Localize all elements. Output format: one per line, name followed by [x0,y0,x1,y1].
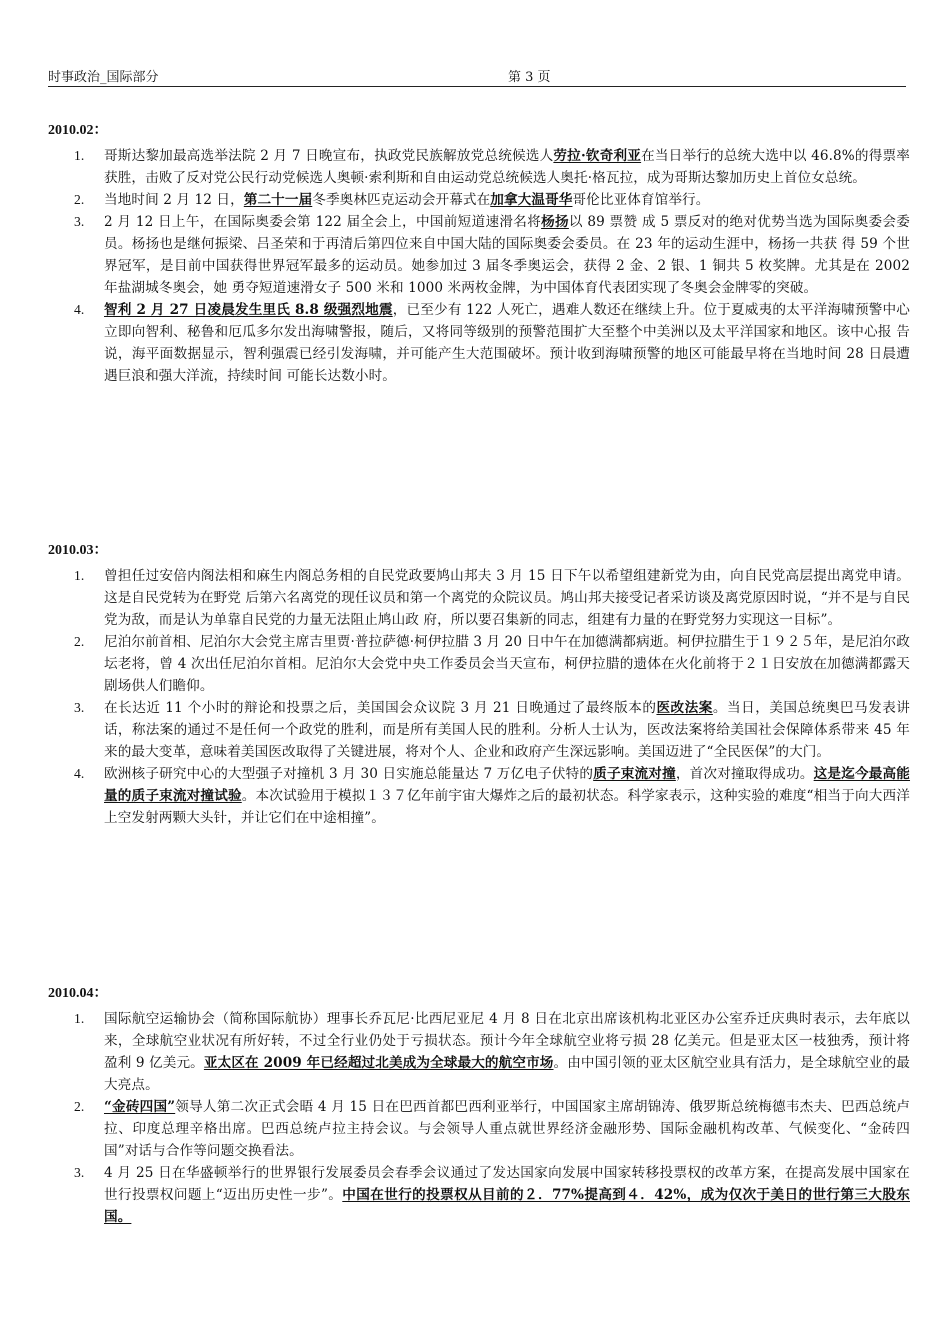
item-list [48,145,910,387]
highlighted-text: 中国在世行的投票权从目前的２．77%提高到４．42%，成为仅次于美日的世行第三大股东国。 [104,1187,910,1225]
item-text: 曾担任过安倍内阁法相和麻生内阁总务相的自民党政要鸠山邦夫 3 月 15 日下午以希望组建新党为由，向自民党高层提出离党申请。这是自民党转为在野党 后第六名离党的现任议员和第一个离党的众院议员。鸠山邦夫接受记者采访谈及离党原因时说，“并不是与自民党为敌，而是认为单靠自民党的力量无法阻止鸠山政 府，所以要召集新的同志，组建有力量的在野党努力实现这一目标”。 [104,568,910,628]
item-list [48,565,910,829]
item-number: 1. [74,1011,85,1026]
highlighted-text: 第二十一届 [243,192,313,208]
item-list [48,1008,910,1228]
item-text: 哥斯达黎加最高选举法院 2 月 7 日晚宣布，执政党民族解放党总统候选人 [104,148,554,164]
list-item [48,763,910,829]
item-number: 1. [74,148,85,163]
highlighted-text: 智利 2 月 27 日凌晨发生里氏 8.8 级强烈地震 [104,302,393,318]
list-item [48,299,910,387]
list-item [48,1162,910,1228]
item-text: 在长达近 11 个小时的辩论和投票之后，美国国会众议院 3 月 21 日晚通过了最终版本的 [104,700,657,716]
item-text: 4 月 25 日在华盛顿举行的世界银行发展委员会春季会议通过了发达国家向发展中国家转移投票权的改革方案，在提高发展中国家在世行投票权问题上“迈出历史性一步”。 [104,1165,910,1203]
list-item [48,565,910,631]
item-text: 。由中国引领的亚太区航空业具有活力，是全球航空业的最大亮点。 [104,1055,910,1093]
highlighted-text: 这是迄今最高能量的质子束流对撞试验 [104,766,911,804]
highlighted-text: 劳拉·钦奇利亚 [553,148,642,164]
item-number: 2. [74,1099,85,1114]
highlighted-text: 质子束流对撞 [593,766,676,782]
list-item [48,189,910,211]
header-title: 时事政治_国际部分 [48,70,159,85]
item-text: ，已至少有 122 人死亡，遇难人数还在继续上升。位于夏威夷的太平洋海啸预警中心立即向智利、秘鲁和厄瓜多尔发出海啸警报，随后，又将同等级别的预警范围扩大至整个中美洲以及太平洋国家和地区。该中心报 告说，海平面数据显示，智利强震已经引发海啸，并可能产生大范围破坏。预计收到海啸预警的地区可能最早将在当地时间 28 日晨遭遇巨浪和强大洋流，持续时间 可能长达数小时。 [104,302,910,384]
item-text: 欧洲核子研究中心的大型强子对撞机 3 月 30 日实施总能量达 7 万亿电子伏特的 [104,766,594,782]
item-text: 在当日举行的总统大选中以 46.8%的得票率获胜，击败了反对党公民行动党候选人奥顿·索利斯和自由运动党总统候选人奥托·格瓦拉，成为哥斯达黎加历史上首位女总统。 [104,148,910,186]
item-text: 2 月 12 日上午，在国际奥委会第 122 届全会上，中国前短道速滑名将 [104,214,542,230]
item-number: 4. [74,766,85,781]
item-number: 3. [74,700,85,715]
item-text: 领导人第二次正式会晤 4 月 15 日在巴西首都巴西利亚举行，中国国家主席胡锦涛、俄罗斯总统梅德韦杰夫、巴西总统卢拉、印度总理辛格出席。巴西总统卢拉主持会议。与会领导人重点就世界经济金融形势、国际金融机构改革、气候变化、“金砖四国”对话与合作等问题交换看法。 [104,1099,910,1159]
list-item [48,211,910,299]
item-text: 国际航空运输协会（简称国际航协）理事长乔瓦尼·比西尼亚尼 4 月 8 日在北京出席该机构北亚区办公室乔迁庆典时表示，去年底以来，全球航空业状况有所好转，不过全行业仍处于亏损状态。预计今年全球航空业将亏损 28 亿美元。但是亚太区一枝独秀，预计将盈利 9 亿美元。 [104,1011,910,1071]
item-number: 3. [74,1165,85,1180]
item-number: 4. [74,302,85,317]
item-number: 2. [74,634,85,649]
list-item [48,1008,910,1096]
page-header [48,66,906,87]
highlighted-text: 亚太区在 2009 年已经超过北美成为全球最大的航空市场 [203,1055,554,1071]
section-title: 2010.03： [48,543,108,558]
section-title: 2010.02： [48,123,108,138]
section-2010-04 [48,984,910,1228]
section-2010-02 [48,121,910,387]
page-number: 第 3 页 [508,70,551,85]
list-item [48,145,910,189]
item-text: 。本次试验用于模拟１３７亿年前宇宙大爆炸之后的最初状态。科学家表示，这种实验的难度“相当于向大西洋上空发射两颗大头针，并让它们在中途相撞”。 [104,788,910,826]
highlighted-text: 杨扬 [541,214,569,230]
list-item [48,1096,910,1162]
item-text: 尼泊尔前首相、尼泊尔大会党主席吉里贾·普拉萨德·柯伊拉腊 3 月 20 日中午在加德满都病逝。柯伊拉腊生于１９２５年，是尼泊尔政坛老将，曾 4 次出任尼泊尔首相。尼泊尔大会党中央工作委员会当天宣布，柯伊拉腊的遗体在火化前将于２１日安放在加德满都露天剧场供人们瞻仰。 [104,634,910,694]
item-text: 当地时间 2 月 12 日， [104,192,244,208]
item-text: 以 89 票赞 成 5 票反对的绝对优势当选为国际奥委会委员。杨扬也是继何振梁、吕圣荣和于再清后第四位来自中国大陆的国际奥委会委员。在 23 年的运动生涯中，杨扬一共获 得 59 个世界冠军，是目前中国获得世界冠军最多的运动员。她参加过 3 届冬季奥运会，获得 2 金、2 银、1 铜共 5 枚奖牌。尤其是在 2002 年盐湖城冬奥会，她 勇夺短道速滑女子 500 米和 1000 米两枚金牌，为中国体育代表团实现了冬奥会金牌零的突破。 [104,214,911,296]
item-number: 2. [74,192,85,207]
item-text: 。当日，美国总统奥巴马发表讲话，称法案的通过不是任何一个政党的胜利，而是所有美国人民的胜利。分析人士认为，医改法案将给美国社会保障体系带来 45 年来的最大变革，意味着美国医改取得了关键进展，将对个人、企业和政府产生深远影响。美国迈进了“全民医保”的大门。 [104,700,910,760]
highlighted-text: “金砖四国” [104,1099,176,1115]
item-text: 哥伦比亚体育馆举行。 [572,192,710,208]
list-item [48,631,910,697]
highlighted-text: 加拿大温哥华 [490,192,573,208]
highlighted-text: 医改法案 [656,700,713,716]
item-number: 1. [74,568,85,583]
item-number: 3. [74,214,85,229]
section-2010-03 [48,541,910,829]
list-item [48,697,910,763]
item-text: ，首次对撞取得成功。 [675,766,814,782]
section-title: 2010.04： [48,986,108,1001]
item-text: 冬季奥林匹克运动会开幕式在 [312,192,491,208]
